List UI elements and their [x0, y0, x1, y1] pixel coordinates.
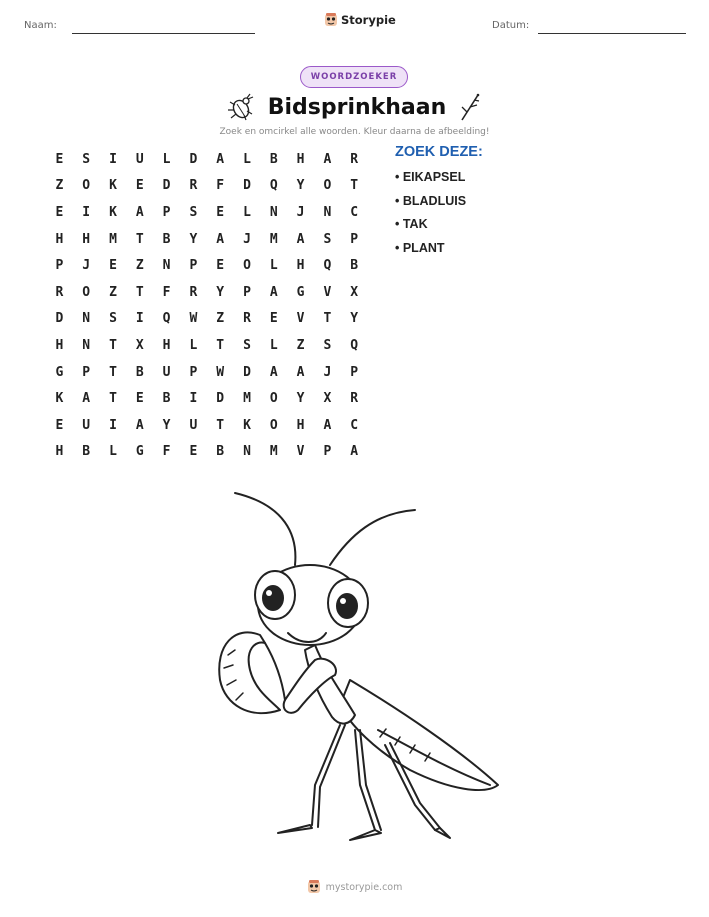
grid-letter[interactable]: B	[162, 231, 171, 247]
page-header	[0, 0, 709, 50]
grid-row	[46, 252, 368, 279]
word-item: • PLANT	[395, 240, 445, 255]
grid-letter[interactable]: A	[296, 231, 305, 247]
grid-letter[interactable]: Y	[216, 284, 225, 300]
grid-letter[interactable]: B	[350, 258, 359, 274]
grid-letter[interactable]: K	[109, 204, 117, 220]
grid-letter[interactable]: V	[296, 311, 305, 327]
storypie-logo-icon	[307, 880, 321, 894]
grid-letter[interactable]: C	[350, 204, 359, 220]
grid-letter[interactable]: N	[323, 204, 332, 220]
grid-letter[interactable]: D	[189, 151, 198, 167]
grid-letter[interactable]: P	[323, 444, 332, 460]
grid-letter[interactable]: Y	[162, 417, 171, 433]
grid-letter[interactable]: A	[216, 231, 225, 247]
word-list-heading: ZOEK DEZE:	[395, 144, 483, 160]
grid-letter[interactable]: X	[135, 337, 144, 353]
grid-letter[interactable]: Y	[296, 178, 305, 194]
grid-letter[interactable]: K	[243, 417, 251, 433]
grid-letter[interactable]: D	[216, 391, 225, 407]
grid-letter[interactable]: V	[296, 444, 305, 460]
grid-letter[interactable]: C	[350, 417, 359, 433]
grid-letter[interactable]: D	[162, 178, 171, 194]
grid-letter[interactable]: R	[243, 311, 251, 327]
grid-row	[46, 279, 368, 306]
instructions: Zoek en omcirkel alle woorden. Kleur daarna de afbeelding!	[219, 127, 490, 137]
grid-row	[46, 359, 368, 386]
grid-letter[interactable]: I	[109, 417, 117, 433]
grid-letter[interactable]: J	[296, 204, 305, 220]
grid-letter[interactable]: A	[350, 444, 359, 460]
name-label: Naam:	[24, 20, 57, 31]
praying-mantis-illustration[interactable]	[200, 485, 510, 850]
grid-letter[interactable]: T	[135, 284, 144, 300]
grid-letter[interactable]: L	[189, 337, 198, 353]
grid-row	[46, 226, 368, 253]
grid-letter[interactable]: Q	[350, 337, 359, 353]
grid-letter[interactable]: P	[55, 258, 64, 274]
grid-letter[interactable]: A	[135, 417, 144, 433]
grid-letter[interactable]: E	[55, 417, 64, 433]
grid-letter[interactable]: T	[109, 337, 117, 353]
grid-letter[interactable]: H	[55, 337, 64, 353]
grid-letter[interactable]: E	[216, 204, 225, 220]
grid-letter[interactable]: L	[162, 151, 171, 167]
grid-letter[interactable]: H	[55, 231, 64, 247]
date-line[interactable]	[538, 33, 686, 34]
grid-letter[interactable]: E	[189, 444, 198, 460]
grid-letter[interactable]: Y	[350, 311, 359, 327]
beetle-icon	[226, 93, 256, 121]
grid-letter[interactable]: A	[216, 151, 225, 167]
grid-letter[interactable]: D	[243, 364, 251, 380]
page-title: Bidsprinkhaan	[267, 94, 447, 120]
grid-letter[interactable]: M	[269, 231, 278, 247]
grid-letter[interactable]: D	[55, 311, 64, 327]
grid-letter[interactable]: P	[350, 364, 359, 380]
grid-letter[interactable]: R	[350, 391, 359, 407]
grid-letter[interactable]: G	[296, 284, 305, 300]
grid-letter[interactable]: J	[323, 364, 332, 380]
grid-letter[interactable]: A	[269, 364, 278, 380]
grid-letter[interactable]: S	[323, 337, 332, 353]
grid-letter[interactable]: I	[189, 391, 198, 407]
grid-row	[46, 173, 368, 200]
grid-letter[interactable]: N	[243, 444, 251, 460]
grid-letter[interactable]: L	[243, 204, 251, 220]
grid-letter[interactable]: U	[162, 364, 171, 380]
word-search-grid[interactable]	[46, 146, 368, 465]
grid-letter[interactable]: I	[135, 311, 144, 327]
grid-letter[interactable]: L	[243, 151, 251, 167]
grid-letter[interactable]: S	[189, 204, 198, 220]
grid-letter[interactable]: A	[269, 284, 278, 300]
grid-letter[interactable]: K	[109, 178, 117, 194]
grid-letter[interactable]: Z	[55, 178, 64, 194]
grid-letter[interactable]: U	[82, 417, 91, 433]
word-list	[395, 144, 483, 264]
grid-letter[interactable]: S	[243, 337, 251, 353]
grid-letter[interactable]: E	[135, 391, 144, 407]
grid-letter[interactable]: E	[135, 178, 144, 194]
page-footer	[0, 880, 709, 894]
footer-url[interactable]: mystorypie.com	[325, 881, 403, 893]
storypie-logo-icon	[324, 13, 338, 27]
grid-letter[interactable]: R	[189, 178, 198, 194]
grid-letter[interactable]: P	[189, 258, 198, 274]
grid-row	[46, 199, 368, 226]
grid-letter[interactable]: Z	[109, 284, 117, 300]
grid-letter[interactable]: V	[323, 284, 332, 300]
grid-letter[interactable]: Q	[269, 178, 278, 194]
grid-letter[interactable]: A	[296, 364, 305, 380]
grid-letter[interactable]: B	[216, 444, 225, 460]
category-badge: WOORDZOEKER	[300, 66, 408, 88]
grid-row	[46, 146, 368, 173]
grid-letter[interactable]: D	[243, 178, 251, 194]
grid-letter[interactable]: M	[109, 231, 117, 247]
grid-letter[interactable]: E	[269, 311, 278, 327]
grid-letter[interactable]: E	[216, 258, 225, 274]
grid-letter[interactable]: X	[350, 284, 359, 300]
grid-letter[interactable]: O	[269, 417, 278, 433]
grid-row	[46, 385, 368, 412]
grid-letter[interactable]: S	[82, 151, 91, 167]
grid-letter[interactable]: Z	[296, 337, 305, 353]
grid-letter[interactable]: R	[55, 284, 64, 300]
grid-letter[interactable]: O	[82, 178, 91, 194]
word-item: • EIKAPSEL	[395, 170, 466, 184]
grid-letter[interactable]: T	[135, 231, 144, 247]
grid-letter[interactable]: L	[269, 337, 278, 353]
grid-row	[46, 439, 368, 466]
grid-letter[interactable]: B	[269, 151, 278, 167]
grid-letter[interactable]: T	[109, 364, 117, 380]
grid-letter[interactable]: E	[55, 204, 64, 220]
grid-letter[interactable]: T	[216, 337, 225, 353]
grid-letter[interactable]: W	[189, 311, 198, 327]
grid-letter[interactable]: H	[296, 151, 305, 167]
grid-letter[interactable]: Y	[296, 391, 305, 407]
grid-letter[interactable]: E	[55, 151, 64, 167]
grid-letter[interactable]: I	[82, 204, 91, 220]
grid-letter[interactable]: A	[323, 417, 332, 433]
grid-letter[interactable]: B	[162, 391, 171, 407]
grid-letter[interactable]: H	[82, 231, 91, 247]
grid-letter[interactable]: H	[162, 337, 171, 353]
grid-letter[interactable]: A	[135, 204, 144, 220]
grid-row	[46, 412, 368, 439]
brand-name: Storypie	[341, 13, 396, 27]
grid-letter[interactable]: Z	[216, 311, 225, 327]
grid-letter[interactable]: O	[82, 284, 91, 300]
grid-letter[interactable]: U	[189, 417, 198, 433]
grid-letter[interactable]: O	[243, 258, 251, 274]
title-row	[220, 90, 490, 124]
grid-letter[interactable]: M	[243, 391, 251, 407]
grid-letter[interactable]: Z	[135, 258, 144, 274]
grid-letter[interactable]: S	[323, 231, 332, 247]
grid-letter[interactable]: P	[243, 284, 251, 300]
grid-letter[interactable]: J	[243, 231, 251, 247]
grid-letter[interactable]: O	[269, 391, 278, 407]
grid-row	[46, 332, 368, 359]
grid-letter[interactable]: E	[109, 258, 117, 274]
brand	[324, 13, 396, 27]
twig-icon	[458, 92, 484, 122]
grid-letter[interactable]: N	[82, 337, 91, 353]
date-label: Datum:	[492, 20, 530, 31]
grid-letter[interactable]: X	[323, 391, 332, 407]
grid-letter[interactable]: H	[296, 417, 305, 433]
grid-letter[interactable]: N	[82, 311, 91, 327]
grid-letter[interactable]: P	[82, 364, 91, 380]
grid-letter[interactable]: B	[135, 364, 144, 380]
grid-letter[interactable]: I	[109, 151, 117, 167]
grid-letter[interactable]: B	[82, 444, 91, 460]
grid-letter[interactable]: H	[55, 444, 64, 460]
word-item: • TAK	[395, 217, 428, 231]
grid-letter[interactable]: P	[162, 204, 171, 220]
grid-letter[interactable]: G	[135, 444, 144, 460]
grid-letter[interactable]: F	[216, 178, 225, 194]
grid-letter[interactable]: P	[350, 231, 359, 247]
word-item: • BLADLUIS	[395, 193, 467, 208]
grid-letter[interactable]: K	[55, 391, 64, 407]
grid-letter[interactable]: S	[109, 311, 117, 327]
grid-letter[interactable]: W	[216, 364, 225, 380]
grid-letter[interactable]: M	[269, 444, 278, 460]
grid-letter[interactable]: T	[323, 311, 332, 327]
grid-letter[interactable]: T	[350, 178, 359, 194]
grid-letter[interactable]: Q	[162, 311, 171, 327]
grid-letter[interactable]: N	[269, 204, 278, 220]
grid-letter[interactable]: U	[135, 151, 144, 167]
grid-letter[interactable]: A	[323, 151, 332, 167]
grid-letter[interactable]: Q	[323, 258, 332, 274]
grid-letter[interactable]: G	[55, 364, 64, 380]
grid-letter[interactable]: R	[350, 151, 359, 167]
grid-row	[46, 306, 368, 333]
grid-letter[interactable]: F	[162, 284, 171, 300]
grid-letter[interactable]: F	[162, 444, 171, 460]
grid-letter[interactable]: T	[109, 391, 117, 407]
grid-letter[interactable]: H	[296, 258, 305, 274]
grid-letter[interactable]: J	[82, 258, 91, 274]
name-line[interactable]	[72, 33, 255, 34]
grid-letter[interactable]: R	[189, 284, 198, 300]
grid-letter[interactable]: L	[109, 444, 117, 460]
grid-letter[interactable]: N	[162, 258, 171, 274]
grid-letter[interactable]: T	[216, 417, 225, 433]
grid-letter[interactable]: P	[189, 364, 198, 380]
grid-letter[interactable]: A	[82, 391, 91, 407]
grid-letter[interactable]: Y	[189, 231, 198, 247]
grid-letter[interactable]: O	[323, 178, 332, 194]
grid-letter[interactable]: L	[269, 258, 278, 274]
